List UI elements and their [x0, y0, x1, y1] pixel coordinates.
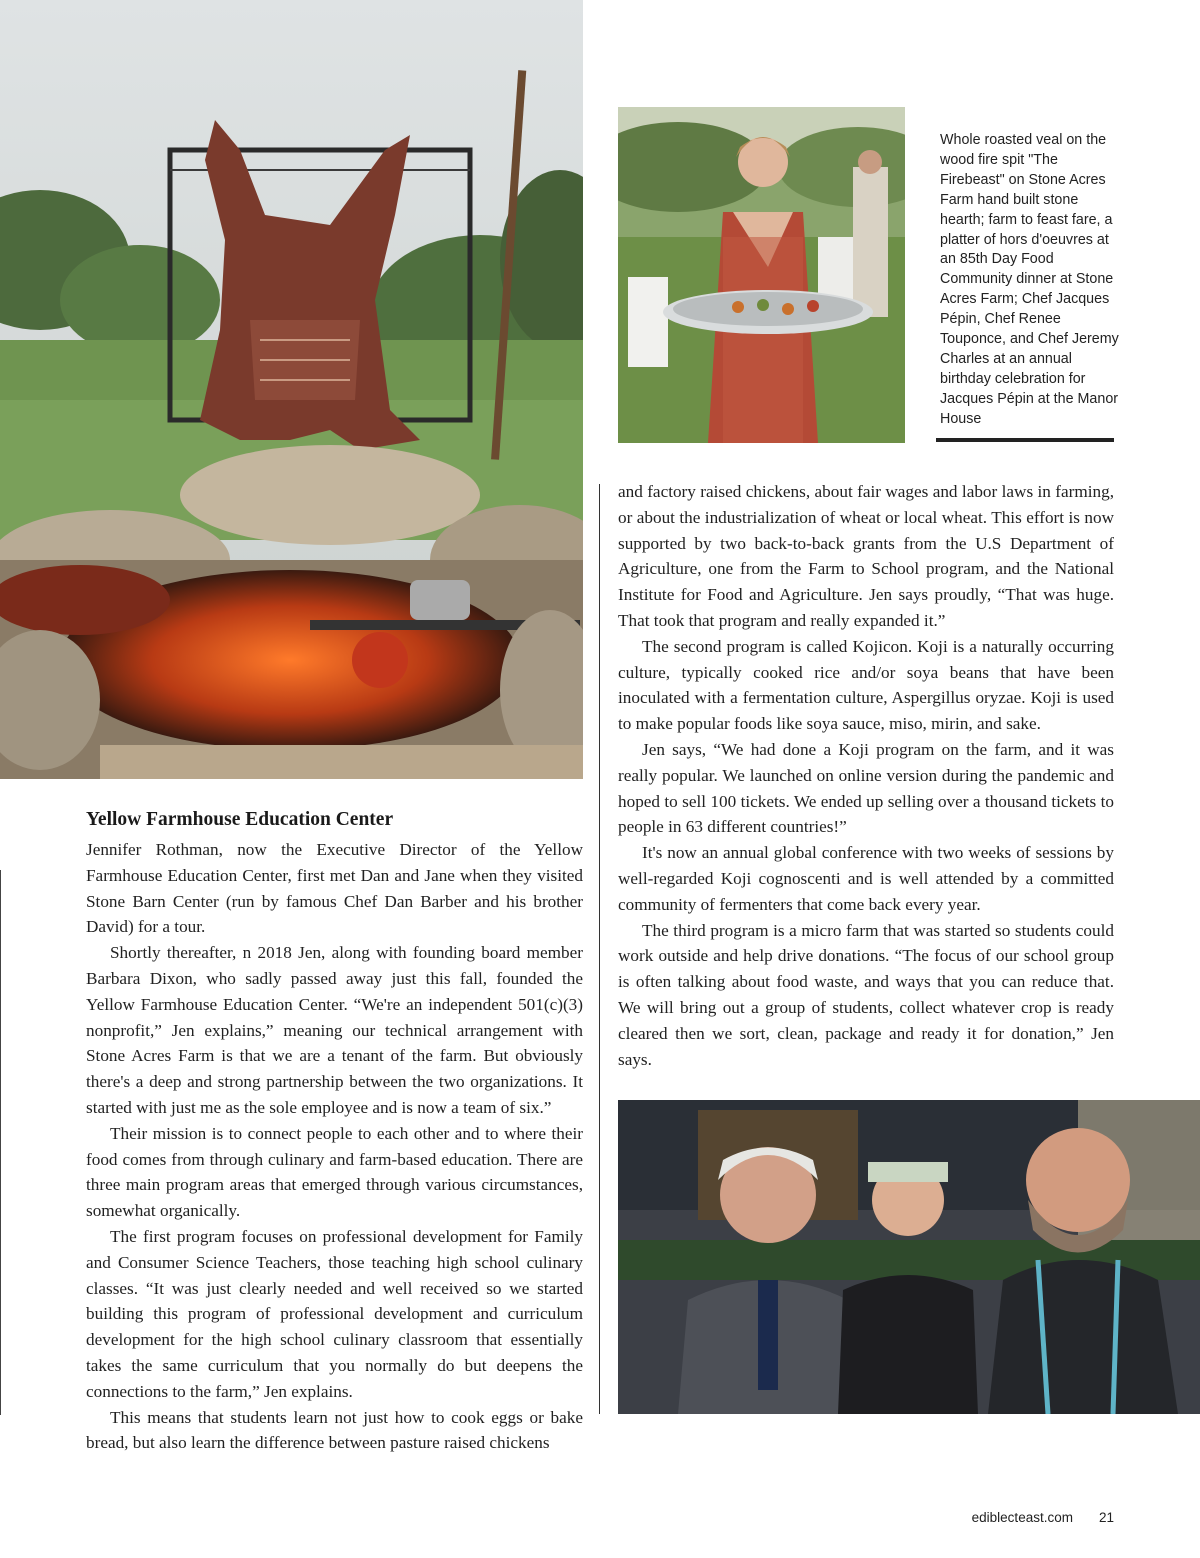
paragraph: Shortly thereafter, n 2018 Jen, along with founding board member Barbara Dixon, who sadly passed away just this fall, founded the Yellow Farmhouse Education Center. “We're an independent 501(c)(3) nonprofit,” Jen explains,” meaning our technical arrangement with Stone Acres Farm is that we are a tenant of the farm. But obviously there's a deep and strong partnership between the two organizations. It started with just me as the sole employee and is now a team of six.” [86, 943, 583, 1117]
column-divider [599, 484, 600, 1414]
footer-site: ediblecteast.com [971, 1510, 1073, 1525]
roasted-veal-on-spit-photo [0, 0, 583, 779]
paragraph: Their mission is to connect people to each other and to where their food comes from through culinary and farm-based education. There are three main program areas that emerged through various circumstances, somewhat organically. [86, 1123, 583, 1221]
caption-rule [936, 438, 1114, 442]
paragraph: and factory raised chickens, about fair wages and labor laws in farming, or about the industrialization of wheat or local wheat. This effort is now supported by two back-to-back grants from the U.S Department of Agriculture, one from the Farm to School program, and the National Institute for Food and Agriculture. Jen says proudly, “That was huge. That took that program and really expanded it.” [618, 482, 1114, 630]
paragraph: This means that students learn not just how to cook eggs or bake bread, but also learn the difference between pasture raised chickens [86, 1407, 583, 1453]
page-edge-rule [0, 870, 1, 1415]
paragraph: The third program is a micro farm that was started so students could work outside and help drive donations. “The focus of our school group is often talking about food waste, and ways that you can reduce that. We will bring out a group of students, collect whatever crop is ready cleared then we sort, clean, package and ready it for donation,” Jen says. [618, 920, 1114, 1069]
paragraph: It's now an annual global conference with two weeks of sessions by well-regarded Koji cognoscenti and is well attended by a committed community of fermenters that come back every year. [618, 843, 1114, 914]
paragraph: Jen says, “We had done a Koji program on the farm, and it was really popular. We launched on online version during the pandemic and hoped to sell 100 tickets. We ended up selling over a thousand tickets to people in 63 different countries!” [618, 739, 1114, 837]
paragraph: The second program is called Kojicon. Koji is a naturally occurring culture, typically cooked rice and/or soya beans that have been inoculated with a fermentation culture, Aspergillus oryzae. Koji is used to make popular foods like soya sauce, miso, mirin, and sake. [618, 636, 1114, 734]
server-with-platter-photo [618, 107, 905, 443]
article-right-column [618, 479, 1114, 1072]
three-chefs-photo [618, 1100, 1200, 1414]
page-number: 21 [1098, 1510, 1114, 1525]
page-footer [972, 1510, 1114, 1525]
photo-caption: Whole roasted veal on the wood fire spit "The Firebeast" on Stone Acres Farm hand built stone hearth; farm to feast fare, a platter of hors d'oeuvres at an 85th Day Food Community dinner at Stone Acres Farm; Chef Jacques Pépin, Chef Renee Touponce, and Chef Jeremy Charles at an annual birthday celebration for Jacques Pépin at the Manor House [940, 132, 1119, 427]
paragraph: Jennifer Rothman, now the Executive Director of the Yellow Farmhouse Education Center, first met Dan and Jane when they visited Stone Barn Center (run by famous Chef Dan Barber and his brother David) for a tour. [86, 840, 583, 937]
paragraph: The first program focuses on professional development for Family and Consumer Science Teachers, those teaching high school culinary classes. “It was just clearly needed and well received so we started building this program of professional development and curriculum development for the high school culinary classroom that essentially takes the same curriculum that you normally do but deepens the connections to the farm,” Jen explains. [86, 1226, 583, 1401]
article-left-column [86, 837, 583, 1456]
section-heading: Yellow Farmhouse Education Center [86, 809, 394, 830]
